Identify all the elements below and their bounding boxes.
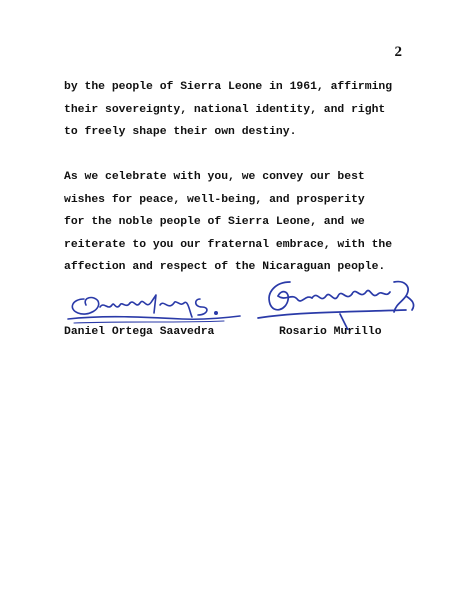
signatory-name-ortega: Daniel Ortega Saavedra [64,326,215,338]
paragraph-1 [64,76,410,144]
paragraph-line: affection and respect of the Nicaraguan people. [64,261,386,273]
signatory-name-murillo: Rosario Murillo [279,326,382,338]
paragraph-line: for the noble people of Sierra Leone, and we [64,216,365,228]
paragraph-line: to freely shape their own destiny. [64,126,297,138]
paragraph-2 [64,166,410,279]
paragraph-line: their sovereignty, national identity, and right [64,103,386,116]
paragraph-line: wishes for peace, well-being, and prosperity [64,193,365,206]
paragraph-line: by the people of Sierra Leone in 1961, affirming [64,81,393,93]
paragraph-line: As we celebrate with you, we convey our best [64,171,365,183]
paragraph-line: reiterate to you our fraternal embrace, with the [64,238,393,251]
page-number: 2 [394,44,402,60]
signature-murillo-icon [256,274,426,330]
signature-ortega-icon [64,285,244,327]
